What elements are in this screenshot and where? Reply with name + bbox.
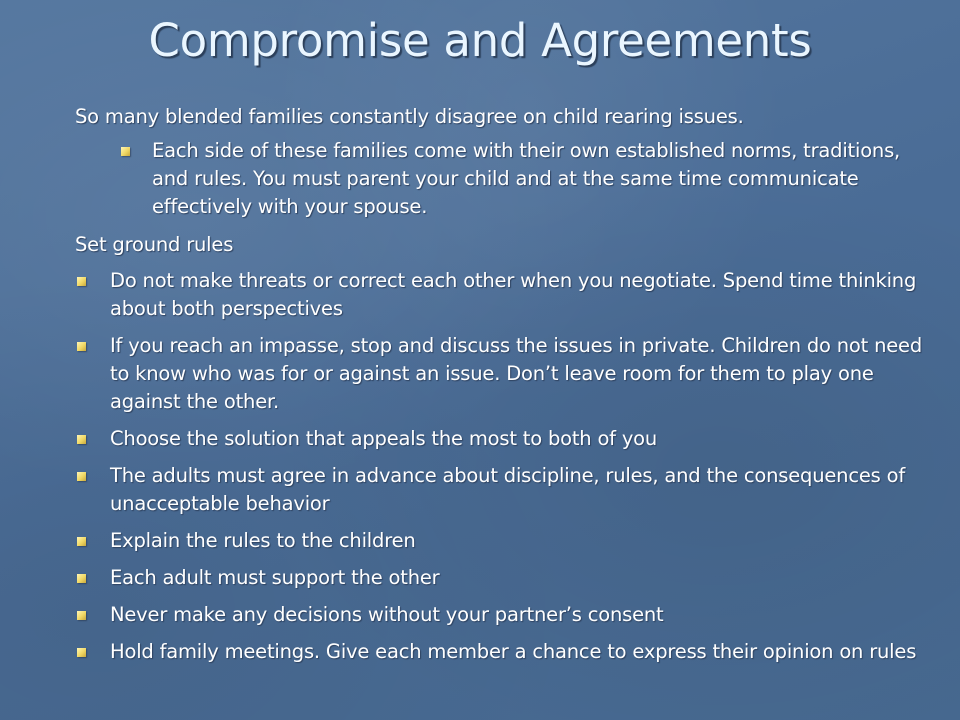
rule-item	[75, 332, 935, 416]
square-bullet-icon	[77, 611, 86, 620]
section-heading: Set ground rules	[75, 233, 234, 256]
rule-text: Explain the rules to the children	[110, 529, 416, 552]
rule-text: Hold family meetings. Give each member a chance to express their opinion on rules	[110, 640, 917, 663]
square-bullet-icon	[77, 537, 86, 546]
rule-item	[75, 527, 935, 555]
square-bullet-icon	[77, 648, 86, 657]
rule-text: Do not make threats or correct each other when you negotiate. Spend time thinking about both perspectives	[110, 269, 917, 320]
square-bullet-icon	[77, 277, 86, 286]
rule-text: Never make any decisions without your partner’s consent	[110, 603, 664, 626]
rule-text: The adults must agree in advance about discipline, rules, and the consequences of unacceptable behavior	[110, 464, 905, 515]
square-bullet-icon	[121, 147, 130, 156]
rule-item	[75, 267, 935, 323]
intro-paragraph: So many blended families constantly disagree on child rearing issues.	[75, 105, 744, 128]
square-bullet-icon	[77, 472, 86, 481]
square-bullet-icon	[77, 342, 86, 351]
intro-subitem-text: Each side of these families come with their own established norms, traditions, and rules. You must parent your child and at the same time communicate effectively with your spouse.	[152, 139, 901, 218]
slide-content	[75, 103, 935, 675]
rule-item	[75, 425, 935, 453]
slide-title: Compromise and Agreements	[148, 14, 812, 67]
rule-item	[75, 601, 935, 629]
square-bullet-icon	[77, 574, 86, 583]
intro-subitem	[75, 137, 935, 221]
rule-item	[75, 462, 935, 518]
square-bullet-icon	[77, 435, 86, 444]
rule-item	[75, 638, 935, 666]
rule-item	[75, 564, 935, 592]
rule-text: If you reach an impasse, stop and discuss the issues in private. Children do not need to know who was for or against an issue. Don’t leave room for them to play one against the other.	[110, 334, 923, 413]
rule-text: Each adult must support the other	[110, 566, 440, 589]
rule-text: Choose the solution that appeals the most to both of you	[110, 427, 658, 450]
